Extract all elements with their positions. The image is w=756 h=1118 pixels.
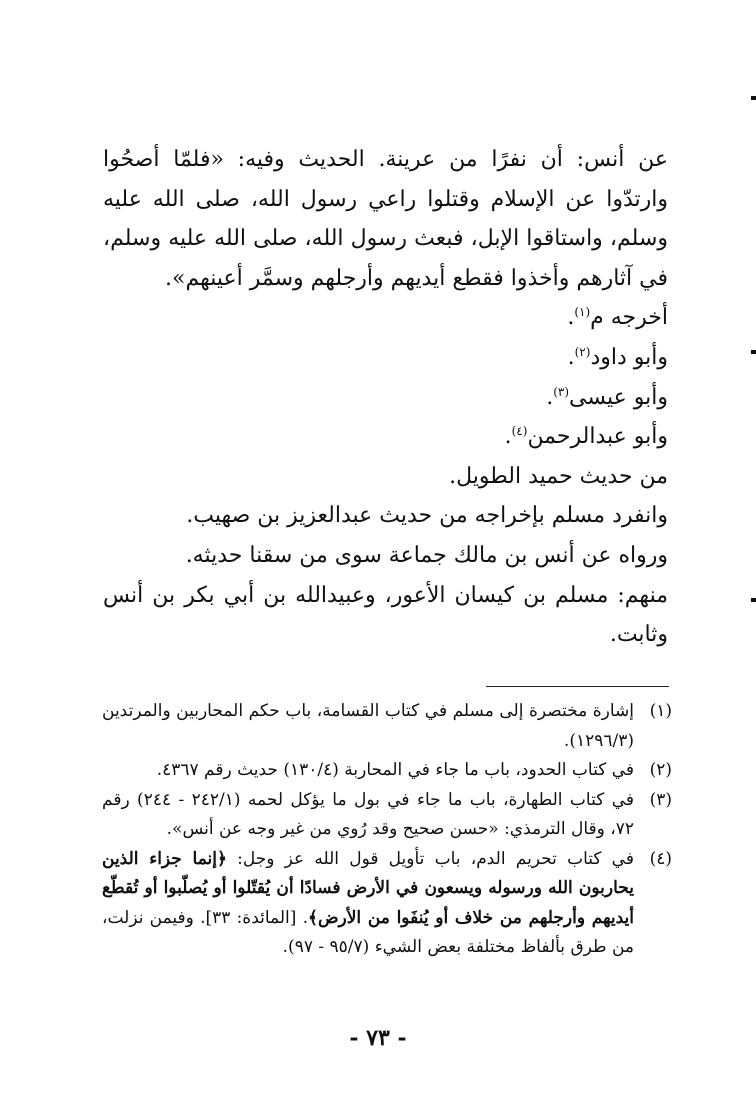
footnote-text-after: . [المائدة: ٣٣]. وفيمن نزلت، من طرق بألفاظ مختلفة بعض الشيء (٩٥/٧ - ٩٧). <box>102 907 634 957</box>
main-text <box>103 140 668 655</box>
footnote-2 <box>102 756 672 786</box>
page-edge-mark <box>751 350 756 354</box>
footnote-number: (٤) <box>649 848 672 869</box>
takhrij-muslim <box>103 298 668 338</box>
hadith-paragraph: عن أنس: أن نفرًا من عرينة. الحديث وفيه: «فلمّا أصحُوا وارتدّوا عن الإسلام وقتلوا راعي رسول الله، صلى الله عليه وسلم، واستاقوا الإبل، فبعث رسول الله، صلى الله عليه وسلم، في آثارهم وأخذوا فقطع أيديهم وأرجلهم وسمَّر أعينهم». <box>103 147 668 291</box>
takhrij-text: وأبو داود <box>590 344 668 370</box>
footnote-separator <box>486 686 669 687</box>
takhrij-end: . <box>567 344 575 370</box>
takhrij-end: . <box>567 305 575 331</box>
footnote-text: في كتاب الحدود، باب ما جاء في المحاربة (١٣٠/٤) حديث رقم ٤٣٦٧. <box>156 760 634 780</box>
footnote-text: في كتاب الطهارة، باب ما جاء في بول ما يؤكل لحمه (٢٤٢/١ - ٢٤٤) رقم ٧٢، وقال الترمذي: «حسن صحيح وقد رُوي من غير وجه عن أنس». <box>102 789 634 839</box>
footnote-ref: (٢) <box>574 344 591 359</box>
footnote-text <box>102 845 634 963</box>
footnote-ref: (١) <box>574 305 591 320</box>
takhrij-end: . <box>504 424 512 450</box>
takhrij-abu-abdurrahman <box>103 417 668 457</box>
line-infarad: وانفرد مسلم بإخراجه من حديث عبدالعزيز بن صهيب. <box>186 503 668 529</box>
line-minhum: منهم: مسلم بن كيسان الأعور، وعبيدالله بن أبي بكر بن أنس وثابت. <box>103 582 668 648</box>
footnote-ref: (٤) <box>511 424 528 439</box>
takhrij-abu-dawud <box>103 338 668 378</box>
footnote-1 <box>102 697 672 756</box>
line-hamid: من حديث حميد الطويل. <box>449 463 668 489</box>
footnote-4 <box>102 845 672 963</box>
footnote-text: إشارة مختصرة إلى مسلم في كتاب القسامة، باب حكم المحاربين والمرتدين (١٢٩٦/٣). <box>102 701 634 751</box>
line-rawah: ورواه عن أنس بن مالك جماعة سوى من سقنا حديثه. <box>185 542 668 568</box>
footnote-number: (١) <box>649 701 672 721</box>
takhrij-text: وأبو عيسى <box>569 384 668 410</box>
footnote-3 <box>102 786 672 845</box>
footnote-number: (٢) <box>649 760 672 780</box>
takhrij-text: وأبو عبدالرحمن <box>527 424 668 450</box>
page-number: - ٧٣ - <box>349 1025 407 1051</box>
page-edge-mark <box>751 96 756 100</box>
footnote-text-before: في كتاب تحريم الدم، باب تأويل قول الله عز وجل: <box>226 848 634 869</box>
page-edge-mark <box>751 598 756 602</box>
footnote-ref: (٣) <box>553 384 570 399</box>
takhrij-abu-isa <box>103 378 668 418</box>
quran-verse: ﴿إنما جزاء الذين يحاربون الله ورسوله ويسعون في الأرض فسادًا أن يُقتّلوا أو يُصلّبوا أو تُقطّع أيديهم وأرجلهم من خلاف أو يُنفَوا من الأرض﴾ <box>102 848 634 928</box>
takhrij-end: . <box>546 384 554 410</box>
footnote-number: (٣) <box>649 789 672 810</box>
footnotes <box>102 697 672 963</box>
takhrij-text: أخرجه م <box>590 305 668 331</box>
